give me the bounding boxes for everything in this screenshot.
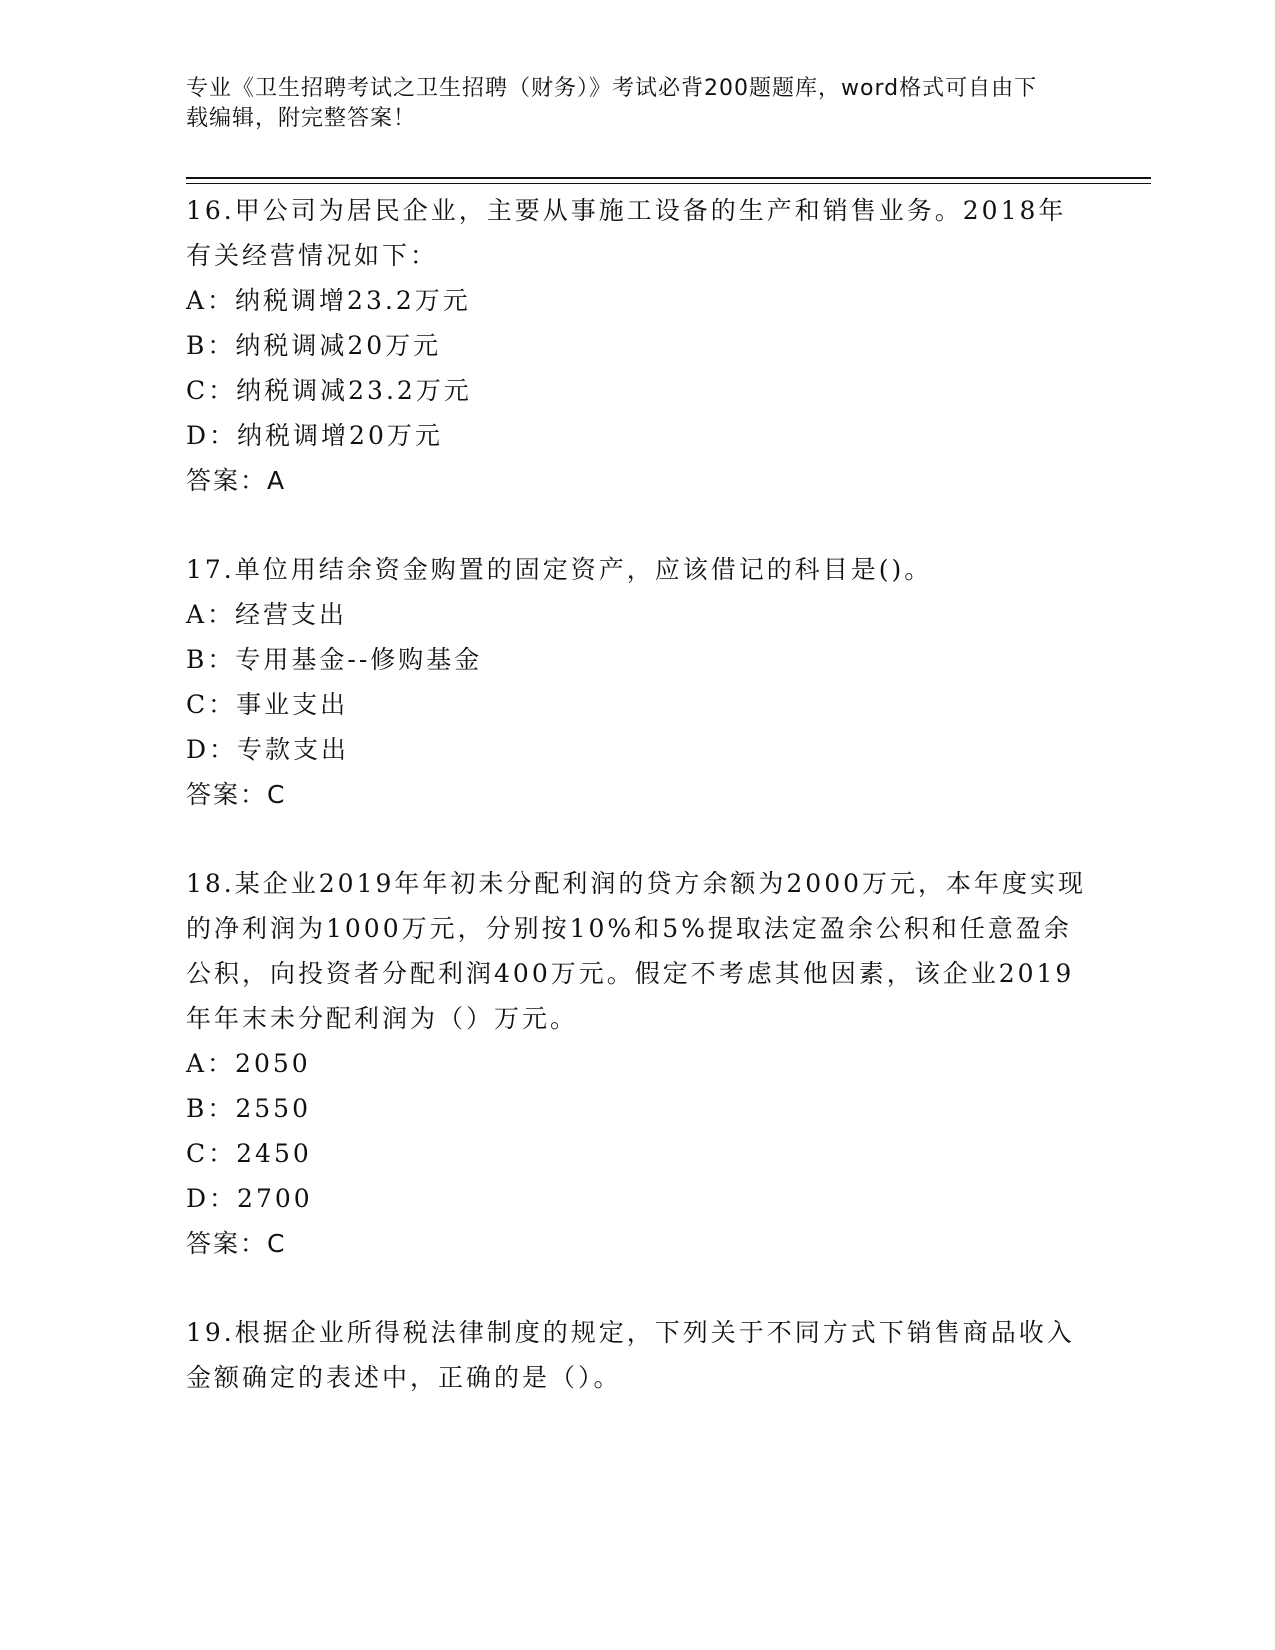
question-19 [186,1310,1086,1400]
question-18 [186,861,1086,1266]
option-d: D：纳税调增20万元 [186,421,443,450]
answer-line: 答案：C [186,780,287,809]
header-divider-thin [186,183,1151,184]
question-list [186,188,1086,1444]
question-stem: 19.根据企业所得税法律制度的规定，下列关于不同方式下销售商品收入金额确定的表述中，正确的是（）。 [186,1318,1075,1392]
option-a: A：经营支出 [186,600,348,629]
question-stem: 16.甲公司为居民企业，主要从事施工设备的生产和销售业务。2018年有关经营情况如下： [186,196,1067,270]
option-d: D：专款支出 [186,735,350,764]
option-b: B：专用基金--修购基金 [186,645,483,674]
document-header: 专业《卫生招聘考试之卫生招聘（财务）》考试必背200题题库，word格式可自由下载编辑，附完整答案！ [186,76,1038,131]
option-c: C：事业支出 [186,690,349,719]
question-stem: 18.某企业2019年年初未分配利润的贷方余额为2000万元，本年度实现的净利润为1000万元，分别按10%和5%提取法定盈余公积和任意盈余公积，向投资者分配利润400万元。假定不考虑其他因素，该企业2019年年末未分配利润为（）万元。 [186,869,1087,1033]
header-divider-thick [186,177,1151,179]
question-16 [186,188,1086,503]
option-a: A：纳税调增23.2万元 [186,286,471,315]
option-d: D：2700 [186,1184,313,1213]
option-a: A：2050 [186,1049,311,1078]
answer-line: 答案：C [186,1229,287,1258]
option-c: C：2450 [186,1139,312,1168]
question-17 [186,547,1086,817]
option-b: B：2550 [186,1094,311,1123]
question-stem: 17.单位用结余资金购置的固定资产，应该借记的科目是()。 [186,555,933,584]
option-c: C：纳税调减23.2万元 [186,376,472,405]
option-b: B：纳税调减20万元 [186,331,442,360]
answer-line: 答案：A [186,466,287,495]
